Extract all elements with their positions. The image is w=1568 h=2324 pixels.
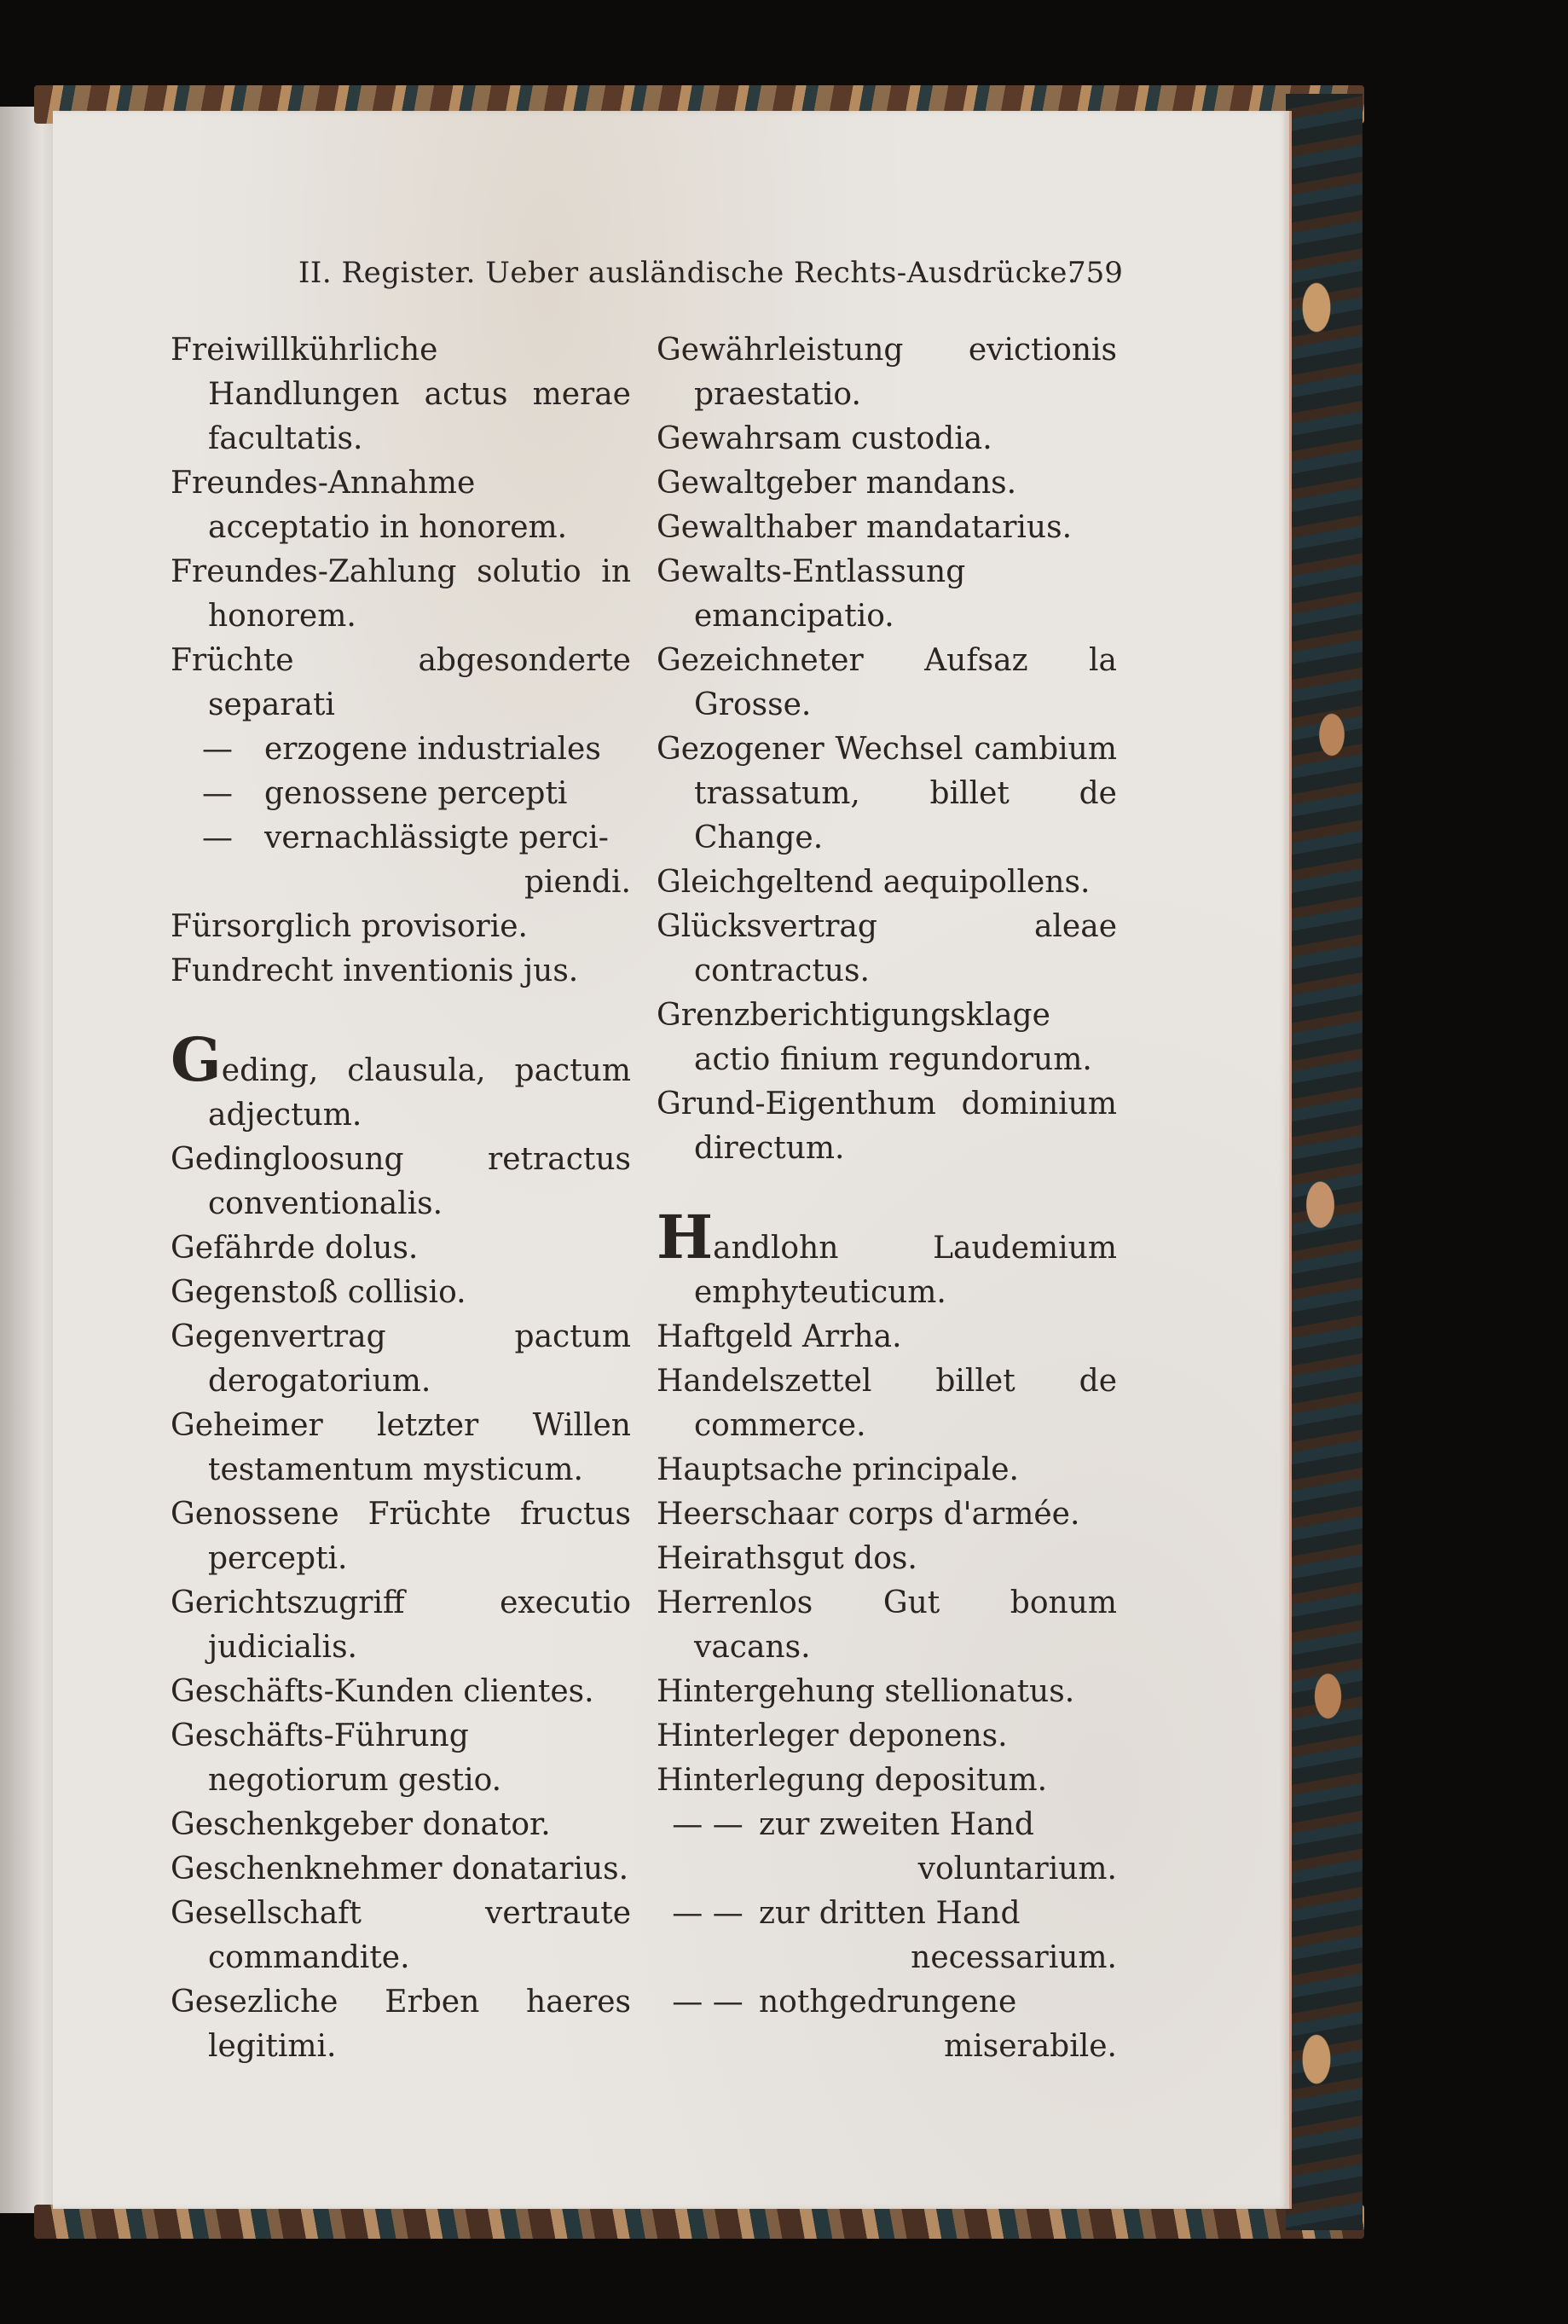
entry-text: Hinterleger deponens. <box>657 1718 1008 1753</box>
entry-text: Fürsorglich provisorie. <box>171 909 528 944</box>
entry-text: Gewährleistung evictionis praestatio. <box>657 333 1117 412</box>
entry-text: Freiwillkührliche Handlungen actus merae facultatis. <box>171 333 631 456</box>
ditto-dash: — — <box>672 1985 743 2020</box>
index-entry <box>657 1714 1117 1759</box>
index-entry <box>171 1404 631 1492</box>
index-entry <box>657 550 1117 639</box>
entry-text: Herrenlos Gut bonum vacans. <box>657 1585 1117 1665</box>
index-entry <box>657 417 1117 461</box>
subentry-text: zur zweiten Hand <box>759 1807 1034 1842</box>
entry-text: Hinterlegung depositum. <box>657 1763 1048 1798</box>
entry-text: Gewalthaber mandatarius. <box>657 510 1073 545</box>
index-entry <box>657 1670 1117 1714</box>
index-entry <box>171 1670 631 1714</box>
entry-text: Grund-Eigenthum dominium directum. <box>657 1087 1117 1166</box>
index-subentry <box>171 816 631 861</box>
entry-text: Genossene Früchte fructus percepti. <box>171 1497 631 1576</box>
book-cover-bottom <box>34 2205 1364 2239</box>
index-entry <box>657 1202 1117 1315</box>
subentry-continuation: miserabile. <box>944 2029 1117 2064</box>
marbled-board <box>1286 94 1363 2230</box>
section-initial: H <box>657 1202 714 1272</box>
entry-text: Gewahrsam custodia. <box>657 421 992 456</box>
index-entry <box>657 1082 1117 1171</box>
entry-text: Gefährde dolus. <box>171 1231 419 1266</box>
entry-text: Gedingloosung retractus conventionalis. <box>171 1142 631 1221</box>
index-entry <box>171 461 631 550</box>
entry-text: Fundrecht inventionis jus. <box>171 953 579 988</box>
entry-text: Gezeichneter Aufsaz la Grosse. <box>657 643 1117 722</box>
index-entry <box>171 905 631 949</box>
entry-text: Haftgeld Arrha. <box>657 1319 902 1354</box>
entry-text: Gezogener Wechsel cambium trassatum, billet de Change. <box>657 732 1117 855</box>
index-entry <box>171 1315 631 1404</box>
subentry-continuation: voluntarium. <box>917 1852 1117 1886</box>
entry-text: eding, clausula, pactum adjectum. <box>208 1053 631 1133</box>
ditto-dash: — <box>202 732 233 767</box>
entry-text: Freundes-Zahlung solutio in honorem. <box>171 554 631 634</box>
ditto-dash: — <box>202 776 233 811</box>
entry-text: Heirathsgut dos. <box>657 1541 917 1576</box>
running-header <box>298 256 1123 298</box>
index-entry <box>171 949 631 994</box>
index-entry <box>171 639 631 727</box>
index-subentry <box>657 1980 1117 2025</box>
subentry-text: zur dritten Hand <box>759 1896 1021 1931</box>
entry-text: Geschenkgeber donator. <box>171 1807 551 1842</box>
entry-text: Grenzberichtigungsklage actio finium regundorum. <box>657 998 1092 1077</box>
index-entry <box>657 1359 1117 1448</box>
entry-text: Geschäfts-Kunden clientes. <box>171 1674 594 1709</box>
entry-text: Gleichgeltend aequipollens. <box>657 865 1091 900</box>
subentry-continuation: necessarium. <box>911 1940 1117 1975</box>
entry-text: Gerichtszugriff executio judicialis. <box>171 1585 631 1665</box>
entry-text: Gegenstoß collisio. <box>171 1275 466 1310</box>
index-entry <box>657 861 1117 905</box>
ditto-dash: — — <box>672 1807 743 1842</box>
index-subentry <box>657 1803 1117 1847</box>
index-entry <box>171 1492 631 1581</box>
index-entry <box>657 1759 1117 1803</box>
index-entry <box>171 1803 631 1847</box>
index-subentry <box>171 772 631 816</box>
index-entry <box>657 905 1117 994</box>
entry-text: Freundes-Annahme acceptatio in honorem. <box>171 466 568 545</box>
index-entry <box>171 1138 631 1226</box>
subentry-continuation: piendi. <box>524 865 631 900</box>
index-entry <box>171 328 631 461</box>
entry-text: Gewalts-Entlassung emancipatio. <box>657 554 966 634</box>
index-entry <box>171 1271 631 1315</box>
entry-text: Handelszettel billet de commerce. <box>657 1364 1117 1443</box>
ditto-dash: — — <box>672 1896 743 1931</box>
entry-text: Gesellschaft vertraute commandite. <box>171 1896 631 1975</box>
entry-text: Geschenknehmer donatarius. <box>171 1852 629 1886</box>
index-entry <box>171 1980 631 2069</box>
page-number: 759 <box>1068 256 1123 290</box>
subentry-text: genossene percepti <box>264 776 568 811</box>
index-entry <box>171 1847 631 1892</box>
entry-text: Geheimer letzter Willen testamentum mysticum. <box>171 1408 631 1487</box>
index-entry <box>657 1581 1117 1670</box>
ditto-dash: — <box>202 820 233 855</box>
entry-text: Gegenvertrag pactum derogatorium. <box>171 1319 631 1399</box>
entry-text: Hintergehung stellionatus. <box>657 1674 1075 1709</box>
subentry-text: vernachlässigte perci- <box>264 820 609 855</box>
entry-text: Gesezliche Erben haeres legitimi. <box>171 1985 631 2064</box>
header-title: II. Register. Ueber ausländische Rechts-Ausdrücke. <box>298 256 1078 290</box>
left-column <box>171 328 631 2069</box>
entry-text: Gewaltgeber mandans. <box>657 466 1017 501</box>
index-entry <box>657 639 1117 727</box>
entry-text: Geschäfts-Führung negotiorum gestio. <box>171 1718 502 1798</box>
index-entry <box>657 727 1117 861</box>
index-entry <box>657 1492 1117 1537</box>
facing-page-edge <box>0 107 60 2213</box>
index-entry <box>171 1024 631 1138</box>
index-entry <box>171 1892 631 1980</box>
index-entry <box>657 1448 1117 1492</box>
entry-text: Heerschaar corps d'armée. <box>657 1497 1080 1532</box>
index-entry <box>171 1226 631 1271</box>
index-subentry <box>657 1892 1117 1936</box>
index-entry <box>657 1537 1117 1581</box>
index-entry <box>657 328 1117 417</box>
section-initial: G <box>171 1024 222 1095</box>
index-entry <box>171 1581 631 1670</box>
index-entry <box>657 994 1117 1082</box>
index-entry <box>657 1315 1117 1359</box>
index-entry <box>171 550 631 639</box>
subentry-text: erzogene industriales <box>264 732 601 767</box>
index-entry <box>657 461 1117 506</box>
index-subentry <box>171 727 631 772</box>
entry-text: Glücksvertrag aleae contractus. <box>657 909 1117 988</box>
entry-text: andlohn Laudemium emphyteuticum. <box>694 1231 1117 1310</box>
subentry-text: nothgedrungene <box>759 1985 1017 2020</box>
entry-text: Früchte abgesonderte separati <box>171 643 631 722</box>
index-entry <box>171 1714 631 1803</box>
right-column <box>657 328 1117 2069</box>
entry-text: Hauptsache principale. <box>657 1452 1019 1487</box>
index-entry <box>657 506 1117 550</box>
